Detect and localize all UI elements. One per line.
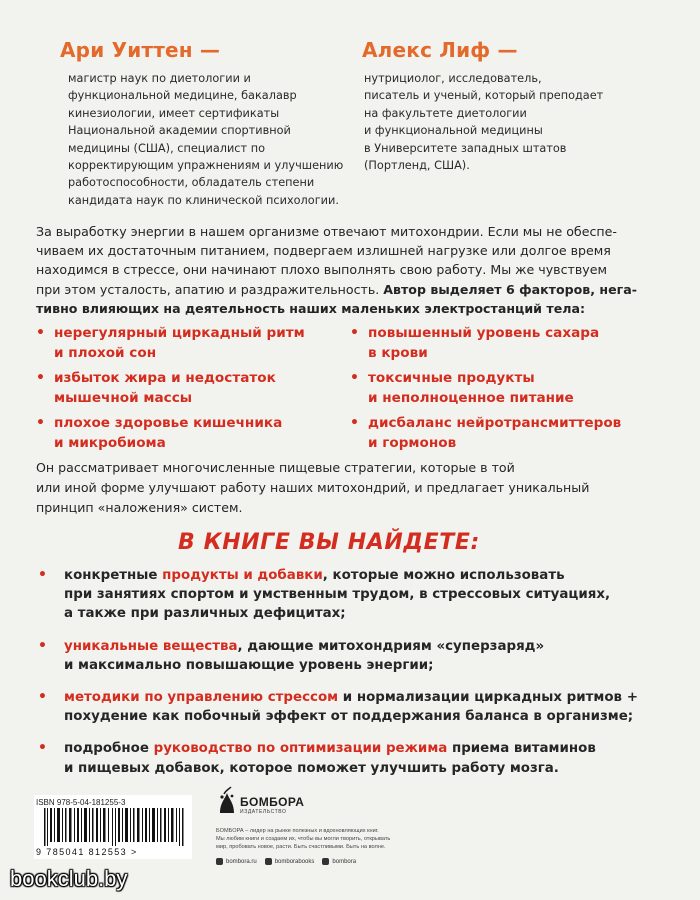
bio-line: кинезиологии, имеет сертификаты <box>68 106 280 120</box>
item-text: , которые можно использовать <box>322 568 565 583</box>
barcode-image <box>44 808 188 846</box>
intro-paragraph <box>36 222 668 318</box>
factor-item <box>348 324 674 363</box>
factor-line: мышечной массы <box>54 389 193 406</box>
bullet-icon: • <box>350 415 359 431</box>
intro-line <box>36 299 668 318</box>
factor-line: и гормонов <box>368 434 457 451</box>
bombora-logo-icon <box>216 785 238 815</box>
factor-line: избыток жира и недостаток <box>54 370 276 386</box>
factor-line: плохое здоровье кишечника <box>54 415 283 431</box>
section-heading: В КНИГЕ ВЫ НАЙДЕТЕ: <box>178 530 480 555</box>
publisher-description <box>216 827 476 851</box>
intro-line: За выработку энергии в нашем организме отвечают митохондрии. Если мы не обеспе- <box>36 224 617 239</box>
item-highlight: методики по управлению стрессом <box>64 690 339 706</box>
bullet-icon: • <box>36 370 45 386</box>
watermark: bookclub.by <box>10 866 128 891</box>
author-bio <box>60 70 360 209</box>
item-line: и пищевых добавок, которое поможет улучшить работу мозга. <box>64 760 559 776</box>
bullet-icon: • <box>36 325 45 341</box>
bullet-icon: • <box>38 637 47 654</box>
factor-item <box>34 324 344 363</box>
bio-line: нутрициолог, исследователь, <box>364 72 542 85</box>
item-highlight: уникальные вещества <box>64 638 238 654</box>
globe-icon <box>216 858 223 865</box>
social-links <box>216 858 356 865</box>
paragraph-line: Он рассматривает многочисленные пищевые стратегии, которые в той <box>36 460 515 475</box>
strategy-paragraph <box>36 458 668 517</box>
isbn-label: ISBN 978-5-04-181255-3 <box>36 798 126 807</box>
paragraph-line: или иной форме улучшают работу наших митохондрий, и предлагает уникальный <box>36 479 590 495</box>
item-text: приема витаминов <box>447 741 596 757</box>
bio-line: кандидата наук по клинической психологии. <box>68 193 339 207</box>
item-line: а также при различных дефицитах; <box>64 606 346 622</box>
factor-line: повышенный уровень сахара <box>368 325 600 341</box>
item-first-line <box>64 637 674 656</box>
bullet-icon: • <box>38 740 47 757</box>
publisher-subtitle: ИЗДАТЕЛЬСТВО <box>240 809 287 815</box>
bio-line: работоспособности, обладатель степени <box>68 176 315 190</box>
factor-line: в крови <box>368 344 428 361</box>
instagram-link[interactable] <box>265 858 315 865</box>
bullet-icon: • <box>38 689 47 706</box>
bullet-icon: • <box>350 325 359 341</box>
bio-line: Национальной академии спортивной <box>68 124 291 138</box>
author-block-2 <box>362 38 662 174</box>
intro-line: находимся в стрессе, они начинают плохо выполнять свою работу. Мы же чувствуем <box>36 262 607 278</box>
instagram-icon <box>265 858 272 865</box>
bio-line: медицины (США), специалист по <box>68 141 265 155</box>
book-contents-list <box>34 566 674 791</box>
item-text: конкретные <box>64 568 163 583</box>
bullet-icon: • <box>36 415 45 431</box>
item-first-line <box>64 566 674 585</box>
factor-line: нерегулярный циркадный ритм <box>54 325 305 341</box>
social-network-link[interactable] <box>322 858 356 865</box>
bio-line: функциональной медицине, бакалавр <box>68 89 297 103</box>
author-block-1 <box>60 38 360 209</box>
factor-item <box>348 369 674 408</box>
desc-line: БОМБОРА – лидер на рынке полезных и вдохновляющих книг. <box>216 828 379 834</box>
bullet-icon: • <box>38 567 47 583</box>
item-line: и максимально повышающие уровень энергии; <box>64 657 434 673</box>
author-name: Алекс Лиф — <box>362 38 518 62</box>
link-text: bombora.ru <box>226 858 257 865</box>
intro-bold-text: Автор выделяет 6 факторов, нега- <box>383 281 637 297</box>
link-text: bombora <box>332 858 357 865</box>
paragraph-line: принцип «наложения» систем. <box>36 499 243 515</box>
intro-bold-text: тивно влияющих на деятельность наших маленьких электростанций тела: <box>36 300 585 316</box>
item-first-line <box>64 739 674 758</box>
factors-column-right <box>348 324 674 459</box>
item-line: при занятиях спортом и умственным трудом, в стрессовых ситуациях, <box>64 587 611 603</box>
factor-item <box>34 414 344 453</box>
bullet-icon: • <box>350 370 359 386</box>
bio-line: (Портленд, США). <box>364 159 470 173</box>
bio-line: и функциональной медицины <box>364 124 543 138</box>
author-bio <box>362 70 662 174</box>
item-first-line <box>64 688 674 707</box>
intro-text: при этом усталость, апатию и раздражительность. <box>36 281 384 297</box>
item-text: , дающие митохондриям «суперзаряд» <box>237 638 545 654</box>
factors-column-left <box>34 324 344 459</box>
item-text: и нормализации циркадных ритмов + <box>338 690 638 706</box>
desc-line: Мы любим книги и создаем их, чтобы вы могли творить, открывать <box>216 836 391 842</box>
link-text: bomborabooks <box>274 858 315 865</box>
intro-line: чиваем их достаточным питанием, подвергаем излишней нагрузке или долгое время <box>36 243 611 259</box>
intro-line <box>36 280 668 299</box>
contents-item <box>34 739 674 777</box>
item-highlight: продукты и добавки <box>162 568 323 583</box>
publisher-name: БОМБОРА <box>240 795 305 809</box>
bio-line: писатель и ученый, который преподает <box>364 89 604 103</box>
bio-line: в Университете западных штатов <box>364 141 567 155</box>
social-icon <box>322 858 329 865</box>
factor-line: и неполноценное питание <box>368 389 574 406</box>
bio-line: магистр наук по диетологии и <box>68 72 251 85</box>
item-highlight: руководство по оптимизации режима <box>153 741 448 757</box>
item-line: похудение как побочный эффект от поддержания баланса в организме; <box>64 709 634 725</box>
desc-line: мир, пробовать новое, расти. Быть счастливыми. Быть на волне. <box>216 844 386 850</box>
factor-line: и микробиома <box>54 434 166 451</box>
bio-line: корректирующим упражнениям и улучшению <box>68 159 344 173</box>
barcode-number: 9 785041 812553 > <box>36 847 138 857</box>
contents-item <box>34 688 674 726</box>
contents-item <box>34 637 674 675</box>
factor-item <box>348 414 674 453</box>
factor-line: дисбаланс нейротрансмиттеров <box>368 415 622 431</box>
bio-line: на факультете диетологии <box>364 106 527 120</box>
website-link[interactable] <box>216 858 257 865</box>
factor-item <box>34 369 344 408</box>
author-name: Ари Уиттен — <box>60 38 221 62</box>
contents-item <box>34 566 674 624</box>
factor-line: и плохой сон <box>54 344 157 361</box>
item-text: подробное <box>64 741 154 757</box>
factor-line: токсичные продукты <box>368 370 535 386</box>
